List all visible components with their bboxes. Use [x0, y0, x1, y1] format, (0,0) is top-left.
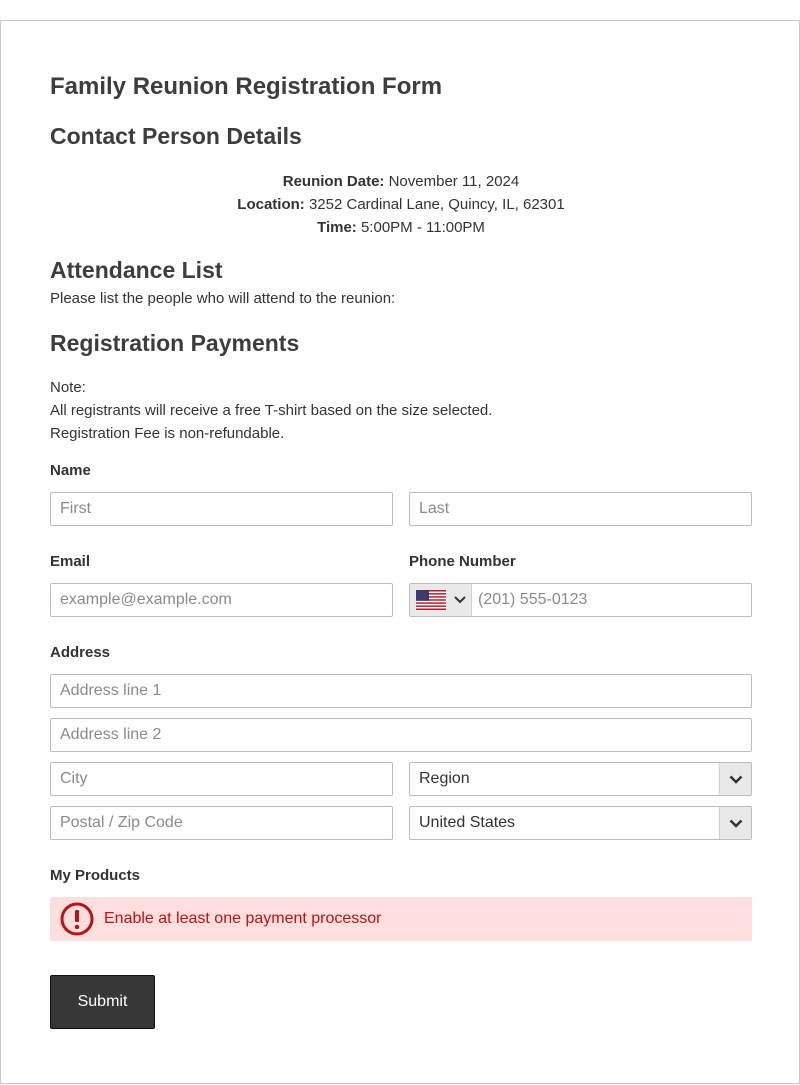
location-value: 3252 Cardinal Lane, Quincy, IL, 62301 — [308, 196, 565, 213]
phone-label: Phone Number — [409, 553, 516, 570]
time-label: Time: — [317, 219, 357, 236]
first-name-input[interactable] — [50, 492, 393, 526]
form-frame — [0, 20, 800, 1084]
location-label: Location: — [237, 196, 305, 213]
products-label: My Products — [50, 867, 141, 884]
reunion-date-line — [50, 170, 752, 193]
reunion-date-value: November 11, 2024 — [388, 173, 520, 190]
region-select[interactable] — [409, 762, 752, 796]
phone-input[interactable] — [472, 584, 750, 616]
country-select-value: United States — [419, 814, 516, 831]
time-line — [50, 216, 752, 239]
country-code-selector[interactable] — [410, 584, 472, 616]
chevron-down-icon — [729, 819, 743, 828]
contact-heading: Contact Person Details — [50, 123, 302, 149]
last-name-input[interactable] — [409, 492, 752, 526]
alert-message: Enable at least one payment processor — [104, 910, 382, 927]
us-flag-icon — [416, 590, 446, 610]
time-value: 5:00PM - 11:00PM — [360, 219, 485, 236]
form-title: Family Reunion Registration Form — [50, 73, 443, 100]
payment-processor-alert — [50, 897, 752, 941]
note-line: All registrants will receive a free T-shirt based on the size selected. — [50, 402, 493, 419]
attendance-heading: Attendance List — [50, 257, 223, 283]
address-line1-input[interactable] — [50, 674, 752, 708]
address-line2-input[interactable] — [50, 718, 752, 752]
email-input[interactable] — [50, 583, 393, 617]
city-input[interactable] — [50, 762, 393, 796]
note-line: Note: — [50, 379, 86, 396]
phone-field — [409, 583, 752, 617]
country-select[interactable] — [409, 806, 752, 840]
zip-code-input[interactable] — [50, 806, 393, 840]
chevron-down-icon — [729, 775, 743, 784]
country-dropdown-toggle[interactable] — [719, 807, 751, 839]
region-dropdown-toggle[interactable] — [719, 763, 751, 795]
chevron-down-icon — [454, 596, 466, 604]
attendance-text: Please list the people who will attend to the reunion: — [50, 290, 396, 307]
payments-heading: Registration Payments — [50, 330, 300, 356]
reunion-info — [50, 170, 752, 239]
submit-button[interactable]: Submit — [50, 975, 155, 1029]
name-label: Name — [50, 462, 91, 479]
location-line — [50, 193, 752, 216]
reunion-date-label: Reunion Date: — [282, 173, 385, 190]
region-select-value: Region — [419, 770, 470, 787]
email-label: Email — [50, 553, 91, 570]
address-label: Address — [50, 644, 111, 661]
note-line: Registration Fee is non-refundable. — [50, 425, 285, 442]
error-icon — [60, 902, 94, 936]
